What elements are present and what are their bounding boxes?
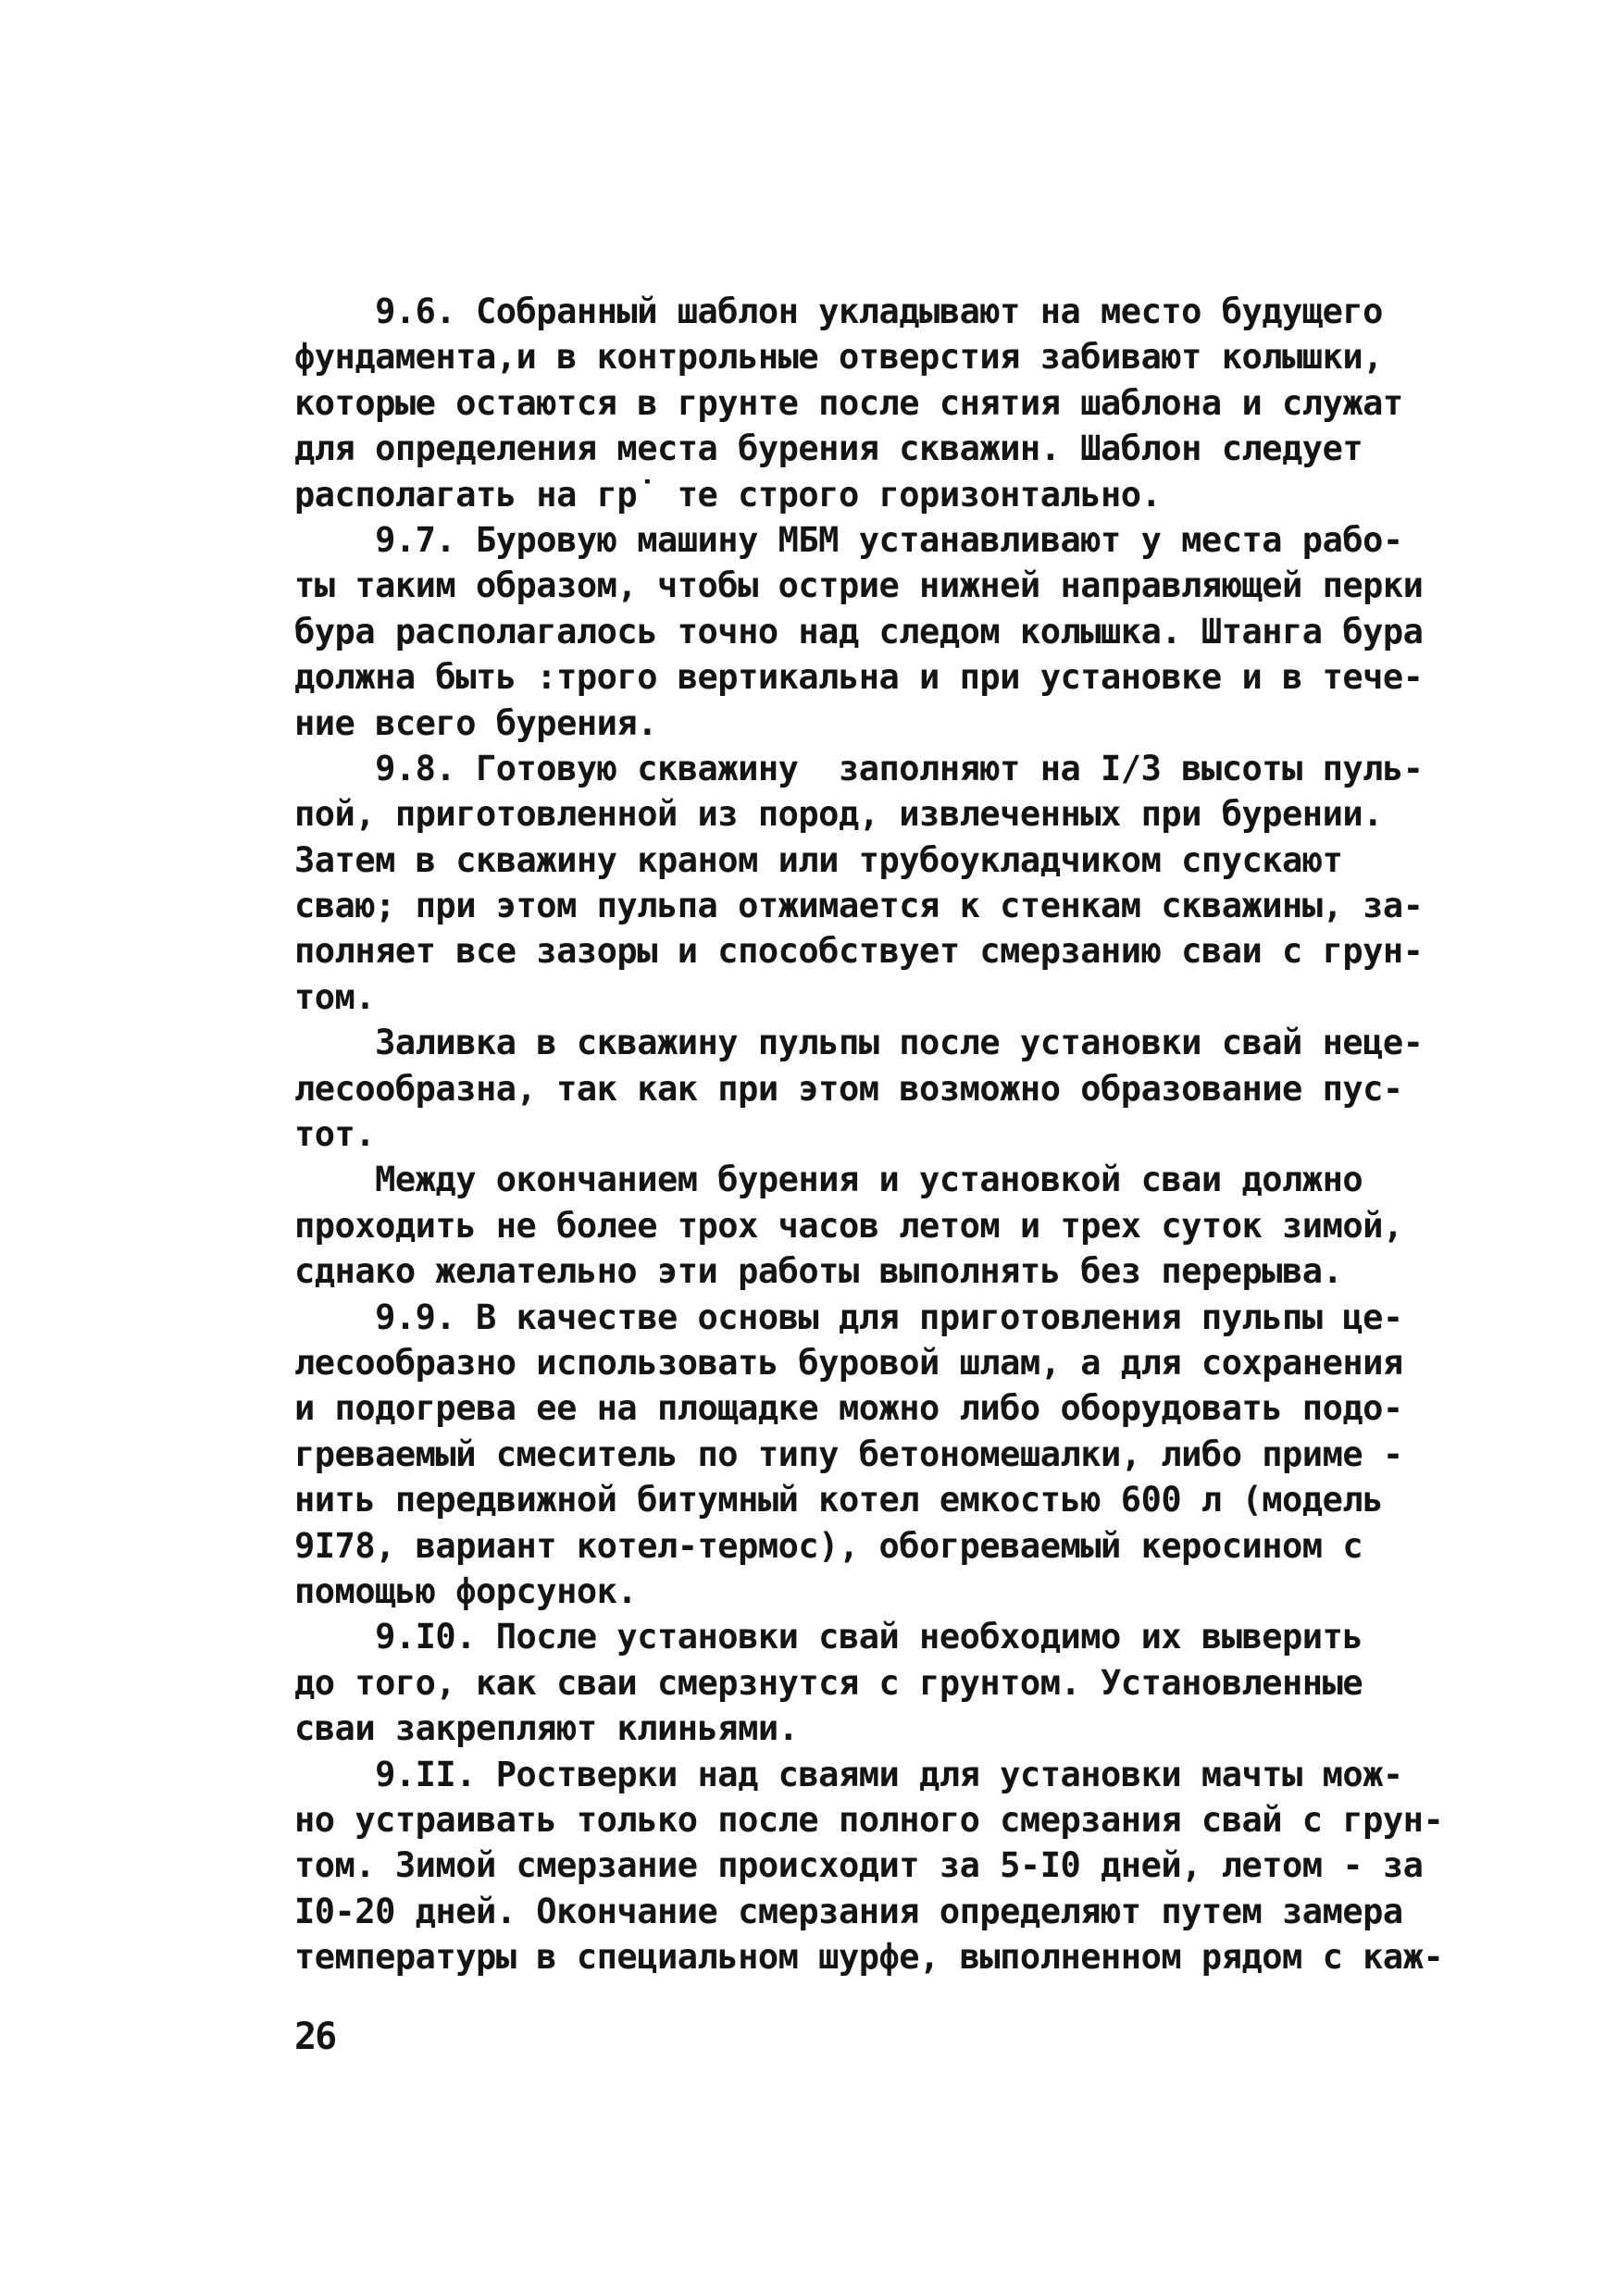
text-line: 9.7. Буровую машину МБМ устанавливают у места рабо- [294,519,1403,560]
text-line: фундамента,и в контрольные отверстия забивают колышки, [294,337,1383,378]
page-number: 26 [294,2016,336,2058]
text-line: которые остаются в грунте после снятия шаблона и служат [294,382,1403,423]
typewritten-text-block [294,289,1444,1980]
text-line: полняет все зазоры и способствует смерзанию сваи с грун- [294,931,1424,972]
text-line: 9.6. Собранный шаблон укладывают на место будущего [294,292,1383,331]
text-line: ние всего бурения. [294,702,657,743]
text-line: пой, приготовленной из пород, извлеченных при бурении. [294,794,1383,835]
text-line: том. Зимой смерзание происходит за 5-I0 дней, летом - за [294,1845,1424,1886]
text-line: сваи закрепляют клиньями. [294,1708,799,1749]
text-line: греваемый смеситель по типу бетономешалки, либо приме - [294,1433,1403,1474]
text-line: ты таким образом, чтобы острие нижней направляющей перки [294,565,1424,606]
text-line: 9.II. Ростверки над сваями для установки мачты мож- [294,1754,1403,1794]
text-line: 9.I0. После установки свай необходимо их выверить [294,1617,1363,1657]
text-line: сднако желательно эти работы выполнять без перерыва. [294,1251,1343,1292]
text-line: но устраивать только после полного смерзания свай с грун- [294,1799,1444,1840]
text-line: том. [294,976,376,1017]
text-line: бура располагалось точно над следом колышка. Штанга бура [294,611,1424,652]
text-line: должна быть :трого вертикальна и при установке и в тече- [294,657,1424,698]
text-line: проходить не более трох часов летом и трех суток зимой, [294,1205,1403,1246]
text-line: нить передвижной битумный котел емкостью 600 л (модель [294,1480,1383,1520]
text-line: Между окончанием бурения и установкой сваи должно [294,1160,1363,1200]
text-line: 9.8. Готовую скважину заполняют на I/3 высоты пуль- [294,748,1424,788]
text-line: температуры в специальном шурфе, выполненном рядом с каж- [294,1937,1444,1978]
text-line: Заливка в скважину пульпы после установки свай неце- [294,1023,1424,1063]
text-line: для определения места бурения скважин. Шаблон следует [294,428,1363,469]
text-line: I0-20 дней. Окончание смерзания определяют путем замера [294,1891,1403,1931]
text-line: 9I78, вариант котел-термос), обогреваемый керосином с [294,1525,1363,1566]
text-line: помощью форсунок. [294,1570,638,1611]
text-line: располагать на гр˙ те строго горизонтально. [294,474,1162,515]
text-line: до того, как сваи смерзнутся с грунтом. Установленные [294,1662,1363,1703]
text-line: тот. [294,1114,376,1155]
text-line: и подогрева ее на площадке можно либо оборудовать подо- [294,1388,1403,1429]
text-line: Затем в скважину краном или трубоукладчиком спускают [294,839,1343,880]
text-line: лесообразна, так как при этом возможно образование пус- [294,1068,1403,1109]
text-line: 9.9. В качестве основы для приготовления пульпы це- [294,1297,1403,1337]
text-line: лесообразно использовать буровой шлам, а для сохранения [294,1342,1403,1383]
text-line: сваю; при этом пульпа отжимается к стенкам скважины, за- [294,886,1424,926]
